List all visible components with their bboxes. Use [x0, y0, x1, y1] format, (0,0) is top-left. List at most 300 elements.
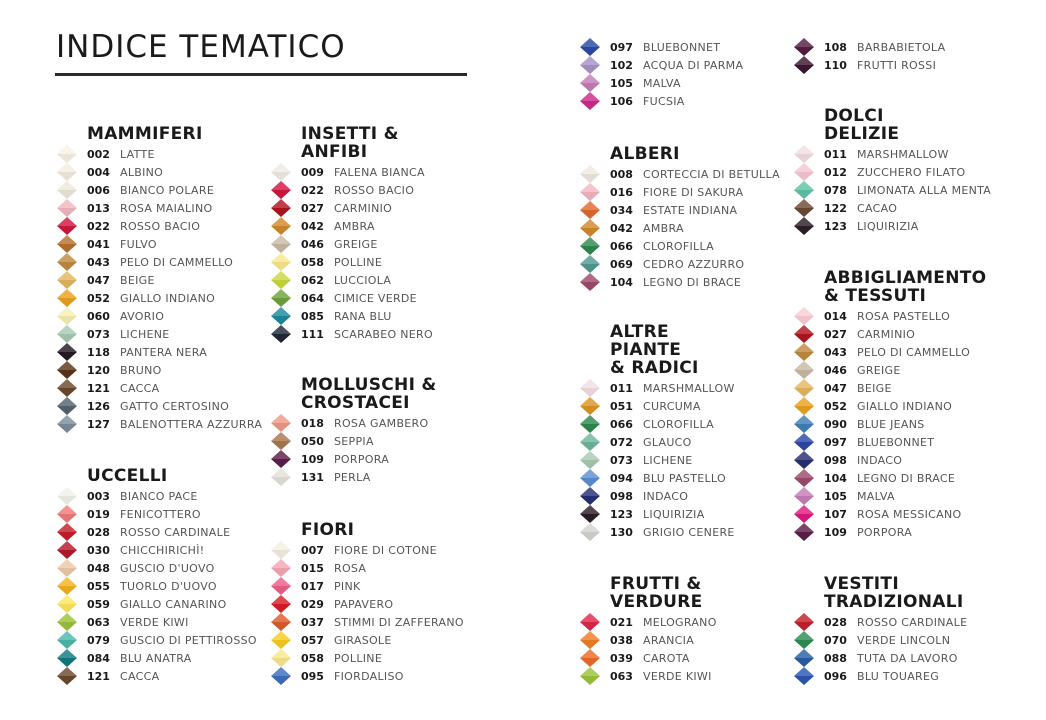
section-uccelli — [56, 467, 257, 685]
color-entry — [579, 38, 743, 56]
color-diamond-swatch — [56, 523, 78, 541]
color-entry — [793, 379, 986, 397]
color-diamond-swatch — [793, 397, 815, 415]
title-underline — [55, 73, 467, 76]
color-name: ROSSO BACIO — [120, 219, 201, 233]
color-entry — [56, 631, 257, 649]
color-entry — [793, 181, 991, 199]
color-diamond-swatch — [793, 325, 815, 343]
color-entry — [56, 487, 257, 505]
color-code: 059 — [87, 597, 110, 611]
color-entry — [579, 165, 780, 183]
section-frutti-verdure — [579, 575, 717, 685]
color-code: 043 — [87, 255, 110, 269]
section-title — [824, 269, 986, 305]
page-title: INDICE TEMATICO — [56, 29, 346, 65]
color-diamond-swatch — [793, 217, 815, 235]
color-entry — [270, 325, 433, 343]
section-mammiferi — [56, 125, 262, 433]
color-code: 105 — [610, 76, 633, 90]
color-entry — [579, 379, 735, 397]
color-code: 038 — [610, 633, 633, 647]
color-entry — [270, 450, 437, 468]
color-diamond-swatch — [793, 181, 815, 199]
color-diamond-swatch — [793, 451, 815, 469]
color-name: BIANCO POLARE — [120, 183, 215, 197]
color-name: GRIGIO CENERE — [643, 525, 735, 539]
color-name: BRUNO — [120, 363, 162, 377]
color-name: CHICCHIRICHÌ! — [120, 543, 205, 557]
color-name: PANTERA NERA — [120, 345, 208, 359]
color-entry — [579, 487, 735, 505]
section-title — [824, 107, 991, 143]
color-code: 107 — [824, 507, 847, 521]
color-entry — [793, 217, 991, 235]
color-name: ZUCCHERO FILATO — [857, 165, 966, 179]
color-code: 094 — [610, 471, 633, 485]
color-code: 058 — [301, 255, 324, 269]
section-title — [301, 521, 464, 539]
color-diamond-swatch — [579, 487, 601, 505]
color-entry — [579, 649, 717, 667]
color-entry — [793, 613, 967, 631]
color-diamond-swatch — [56, 199, 78, 217]
color-entry — [56, 289, 262, 307]
color-diamond-swatch — [579, 505, 601, 523]
section-title-line: ALBERI — [610, 144, 680, 164]
color-diamond-swatch — [579, 631, 601, 649]
color-diamond-swatch — [793, 523, 815, 541]
color-entry — [56, 253, 262, 271]
color-name: ESTATE INDIANA — [643, 203, 738, 217]
color-diamond-swatch — [579, 415, 601, 433]
color-diamond-swatch — [579, 201, 601, 219]
color-diamond-swatch — [56, 361, 78, 379]
color-diamond-swatch — [56, 379, 78, 397]
color-name: LIQUIRIZIA — [643, 507, 705, 521]
section-title — [301, 376, 437, 412]
color-diamond-swatch — [270, 432, 292, 450]
color-diamond-swatch — [270, 307, 292, 325]
color-entry — [56, 649, 257, 667]
color-name: GREIGE — [334, 237, 378, 251]
color-code: 126 — [87, 399, 110, 413]
color-code: 109 — [824, 525, 847, 539]
section-title-line: DOLCI — [824, 106, 884, 126]
color-name: FULVO — [120, 237, 157, 251]
color-entry — [56, 415, 262, 433]
color-entry — [793, 487, 986, 505]
color-diamond-swatch — [56, 631, 78, 649]
color-name: LICHENE — [120, 327, 170, 341]
color-name: BLUE JEANS — [857, 417, 925, 431]
color-name: AMBRA — [334, 219, 375, 233]
color-code: 016 — [610, 185, 633, 199]
color-name: VERDE LINCOLN — [857, 633, 951, 647]
color-entry — [793, 649, 967, 667]
color-diamond-swatch — [270, 631, 292, 649]
color-diamond-swatch — [793, 505, 815, 523]
color-entry — [579, 183, 780, 201]
color-diamond-swatch — [56, 163, 78, 181]
color-diamond-swatch — [270, 181, 292, 199]
color-diamond-swatch — [793, 649, 815, 667]
color-entry — [270, 432, 437, 450]
section-title-line: VESTITI — [824, 574, 899, 594]
color-entry — [793, 415, 986, 433]
color-entry — [579, 613, 717, 631]
color-code: 108 — [824, 40, 847, 54]
color-entry — [793, 343, 986, 361]
color-entry — [793, 145, 991, 163]
color-diamond-swatch — [793, 56, 815, 74]
color-name: GLAUCO — [643, 435, 692, 449]
color-code: 085 — [301, 309, 324, 323]
color-code: 042 — [301, 219, 324, 233]
color-entry — [793, 505, 986, 523]
color-entry — [270, 595, 464, 613]
color-diamond-swatch — [56, 595, 78, 613]
section-title — [610, 575, 717, 611]
color-code: 055 — [87, 579, 110, 593]
color-code: 027 — [301, 201, 324, 215]
color-diamond-swatch — [56, 505, 78, 523]
section-title-line: & TESSUTI — [824, 286, 927, 306]
section-fiori — [270, 521, 464, 685]
color-diamond-swatch — [56, 397, 78, 415]
color-name: MELOGRANO — [643, 615, 717, 629]
color-diamond-swatch — [56, 217, 78, 235]
color-diamond-swatch — [270, 235, 292, 253]
color-code: 120 — [87, 363, 110, 377]
color-code: 123 — [824, 219, 847, 233]
color-diamond-swatch — [270, 253, 292, 271]
color-name: BLUEBONNET — [643, 40, 721, 54]
color-name: STIMMI DI ZAFFERANO — [334, 615, 464, 629]
color-diamond-swatch — [579, 397, 601, 415]
color-entry — [270, 468, 437, 486]
color-name: GIRASOLE — [334, 633, 392, 647]
color-entry — [793, 433, 986, 451]
color-name: SEPPIA — [334, 434, 374, 448]
color-diamond-swatch — [270, 414, 292, 432]
color-name: CLOROFILLA — [643, 239, 714, 253]
color-code: 003 — [87, 489, 110, 503]
color-diamond-swatch — [579, 379, 601, 397]
color-entry — [793, 56, 945, 74]
color-name: ROSSO BACIO — [334, 183, 415, 197]
color-name: CORTECCIA DI BETULLA — [643, 167, 780, 181]
section-altre-piante-radici — [579, 323, 735, 541]
color-diamond-swatch — [793, 469, 815, 487]
color-code: 104 — [610, 275, 633, 289]
color-entry — [270, 541, 464, 559]
color-diamond-swatch — [579, 613, 601, 631]
color-entry — [270, 667, 464, 685]
color-entry — [270, 217, 433, 235]
color-entry — [579, 451, 735, 469]
color-entry — [56, 541, 257, 559]
color-code: 048 — [87, 561, 110, 575]
color-name: BIANCO PACE — [120, 489, 198, 503]
color-name: PERLA — [334, 470, 371, 484]
color-diamond-swatch — [56, 343, 78, 361]
color-code: 060 — [87, 309, 110, 323]
color-code: 102 — [610, 58, 633, 72]
section-title — [610, 145, 780, 163]
color-code: 098 — [824, 453, 847, 467]
color-code: 050 — [301, 434, 324, 448]
color-name: ROSSO CARDINALE — [120, 525, 231, 539]
color-code: 008 — [610, 167, 633, 181]
color-entry — [56, 523, 257, 541]
color-diamond-swatch — [579, 273, 601, 291]
color-code: 084 — [87, 651, 110, 665]
color-diamond-swatch — [56, 235, 78, 253]
color-name: BLU TOUAREG — [857, 669, 940, 683]
color-entry — [793, 523, 986, 541]
color-diamond-swatch — [270, 289, 292, 307]
color-diamond-swatch — [793, 613, 815, 631]
color-name: LATTE — [120, 147, 155, 161]
color-diamond-swatch — [56, 325, 78, 343]
section-title — [87, 467, 257, 485]
color-code: 096 — [824, 669, 847, 683]
color-name: ALBINO — [120, 165, 164, 179]
color-code: 121 — [87, 381, 110, 395]
section-alberi — [579, 145, 780, 291]
color-entry — [579, 56, 743, 74]
color-name: CIMICE VERDE — [334, 291, 417, 305]
color-entry — [579, 74, 743, 92]
color-diamond-swatch — [793, 38, 815, 56]
color-name: FIORE DI SAKURA — [643, 185, 744, 199]
color-code: 062 — [301, 273, 324, 287]
color-entry — [579, 667, 717, 685]
color-diamond-swatch — [579, 433, 601, 451]
color-code: 063 — [87, 615, 110, 629]
color-entry — [793, 397, 986, 415]
section-dolci-delizie — [793, 107, 991, 235]
color-entry — [56, 181, 262, 199]
section-title-line: DELIZIE — [824, 124, 900, 144]
color-entry — [270, 559, 464, 577]
color-entry — [56, 379, 262, 397]
color-diamond-swatch — [579, 56, 601, 74]
color-entry — [579, 631, 717, 649]
color-code: 027 — [824, 327, 847, 341]
color-diamond-swatch — [579, 451, 601, 469]
color-code: 007 — [301, 543, 324, 557]
color-diamond-swatch — [56, 487, 78, 505]
color-code: 013 — [87, 201, 110, 215]
color-name: LICHENE — [643, 453, 693, 467]
color-code: 073 — [87, 327, 110, 341]
color-entry — [270, 307, 433, 325]
color-entry — [56, 163, 262, 181]
color-diamond-swatch — [56, 577, 78, 595]
color-name: CACAO — [857, 201, 898, 215]
color-code: 037 — [301, 615, 324, 629]
color-name: LUCCIOLA — [334, 273, 392, 287]
color-code: 109 — [301, 452, 324, 466]
color-diamond-swatch — [793, 163, 815, 181]
color-name: SCARABEO NERO — [334, 327, 433, 341]
color-name: VERDE KIWI — [643, 669, 712, 683]
color-name: ROSA MESSICANO — [857, 507, 962, 521]
color-diamond-swatch — [270, 217, 292, 235]
section-title-line: MOLLUSCHI & — [301, 375, 437, 395]
section-title-line: & RADICI — [610, 358, 699, 378]
color-code: 014 — [824, 309, 847, 323]
color-entry — [270, 253, 433, 271]
section-title-line: ABBIGLIAMENTO — [824, 268, 987, 288]
color-entry — [56, 397, 262, 415]
color-code: 127 — [87, 417, 110, 431]
color-code: 028 — [824, 615, 847, 629]
color-diamond-swatch — [579, 469, 601, 487]
color-code: 043 — [824, 345, 847, 359]
color-name: GIALLO INDIANO — [857, 399, 953, 413]
color-diamond-swatch — [579, 74, 601, 92]
color-entry — [56, 145, 262, 163]
color-code: 009 — [301, 165, 324, 179]
color-entry — [793, 451, 986, 469]
color-diamond-swatch — [270, 649, 292, 667]
section-title-line: TRADIZIONALI — [824, 592, 964, 612]
color-entry — [793, 469, 986, 487]
color-diamond-swatch — [793, 667, 815, 685]
color-diamond-swatch — [793, 433, 815, 451]
color-entry — [56, 559, 257, 577]
color-name: LEGNO DI BRACE — [857, 471, 956, 485]
color-entry — [56, 577, 257, 595]
color-name: PORPORA — [334, 452, 390, 466]
color-code: 015 — [301, 561, 324, 575]
color-entry — [793, 361, 986, 379]
color-entry — [579, 523, 735, 541]
color-name: FENICOTTERO — [120, 507, 201, 521]
color-name: BLU ANATRA — [120, 651, 192, 665]
color-entry — [579, 397, 735, 415]
color-code: 046 — [301, 237, 324, 251]
color-code: 057 — [301, 633, 324, 647]
color-code: 110 — [824, 58, 847, 72]
color-entry — [579, 255, 780, 273]
color-name: INDACO — [643, 489, 689, 503]
color-diamond-swatch — [270, 199, 292, 217]
color-name: GIALLO INDIANO — [120, 291, 216, 305]
color-code: 097 — [824, 435, 847, 449]
color-entry — [56, 217, 262, 235]
color-entry — [579, 219, 780, 237]
color-code: 042 — [610, 221, 633, 235]
color-entry — [793, 38, 945, 56]
color-name: MARSHMALLOW — [643, 381, 735, 395]
color-entry — [270, 613, 464, 631]
color-diamond-swatch — [270, 468, 292, 486]
color-code: 078 — [824, 183, 847, 197]
color-code: 002 — [87, 147, 110, 161]
color-diamond-swatch — [270, 450, 292, 468]
color-diamond-swatch — [579, 255, 601, 273]
color-code: 034 — [610, 203, 633, 217]
color-code: 072 — [610, 435, 633, 449]
color-entry — [270, 577, 464, 595]
color-name: CEDRO AZZURRO — [643, 257, 745, 271]
section-title — [301, 125, 433, 161]
color-name: POLLINE — [334, 255, 383, 269]
color-diamond-swatch — [270, 163, 292, 181]
color-code: 018 — [301, 416, 324, 430]
color-entry — [579, 469, 735, 487]
color-name: RANA BLU — [334, 309, 392, 323]
color-name: FIORE DI COTONE — [334, 543, 437, 557]
color-code: 047 — [87, 273, 110, 287]
color-entry — [270, 631, 464, 649]
color-diamond-swatch — [270, 271, 292, 289]
color-entry — [270, 414, 437, 432]
color-name: PINK — [334, 579, 361, 593]
color-entry — [56, 613, 257, 631]
color-name: FRUTTI ROSSI — [857, 58, 937, 72]
color-diamond-swatch — [579, 523, 601, 541]
color-entry — [270, 181, 433, 199]
color-entry — [793, 631, 967, 649]
color-name: BALENOTTERA AZZURRA — [120, 417, 263, 431]
color-name: FALENA BIANCA — [334, 165, 425, 179]
color-code: 019 — [87, 507, 110, 521]
color-name: ROSA GAMBERO — [334, 416, 429, 430]
color-code: 022 — [87, 219, 110, 233]
section-title-line: CROSTACEI — [301, 393, 410, 413]
color-name: PAPAVERO — [334, 597, 394, 611]
section-title-line: VERDURE — [610, 592, 703, 612]
section-title-line: PIANTE — [610, 340, 682, 360]
color-entry — [56, 667, 257, 685]
color-name: CARMINIO — [334, 201, 393, 215]
section-title-line: FRUTTI & — [610, 574, 702, 594]
color-entry — [56, 199, 262, 217]
color-name: FUCSIA — [643, 94, 685, 108]
color-name: ROSA MAIALINO — [120, 201, 213, 215]
section-title-line: MAMMIFERI — [87, 124, 203, 144]
section-title-line: INSETTI & — [301, 124, 399, 144]
color-diamond-swatch — [56, 145, 78, 163]
color-entry — [56, 505, 257, 523]
color-entry — [793, 163, 991, 181]
color-diamond-swatch — [793, 361, 815, 379]
color-entry — [270, 235, 433, 253]
color-name: BEIGE — [857, 381, 892, 395]
color-name: TUTA DA LAVORO — [857, 651, 958, 665]
color-diamond-swatch — [579, 92, 601, 110]
color-code: 064 — [301, 291, 324, 305]
section-title-line: UCCELLI — [87, 466, 168, 486]
color-code: 130 — [610, 525, 633, 539]
color-name: GREIGE — [857, 363, 901, 377]
color-name: BLU PASTELLO — [643, 471, 726, 485]
color-code: 131 — [301, 470, 324, 484]
color-diamond-swatch — [579, 38, 601, 56]
color-entry — [56, 595, 257, 613]
section-title — [610, 323, 735, 377]
color-name: ARANCIA — [643, 633, 695, 647]
color-code: 052 — [87, 291, 110, 305]
color-code: 011 — [610, 381, 633, 395]
color-name: BLUEBONNET — [857, 435, 935, 449]
color-name: AMBRA — [643, 221, 684, 235]
